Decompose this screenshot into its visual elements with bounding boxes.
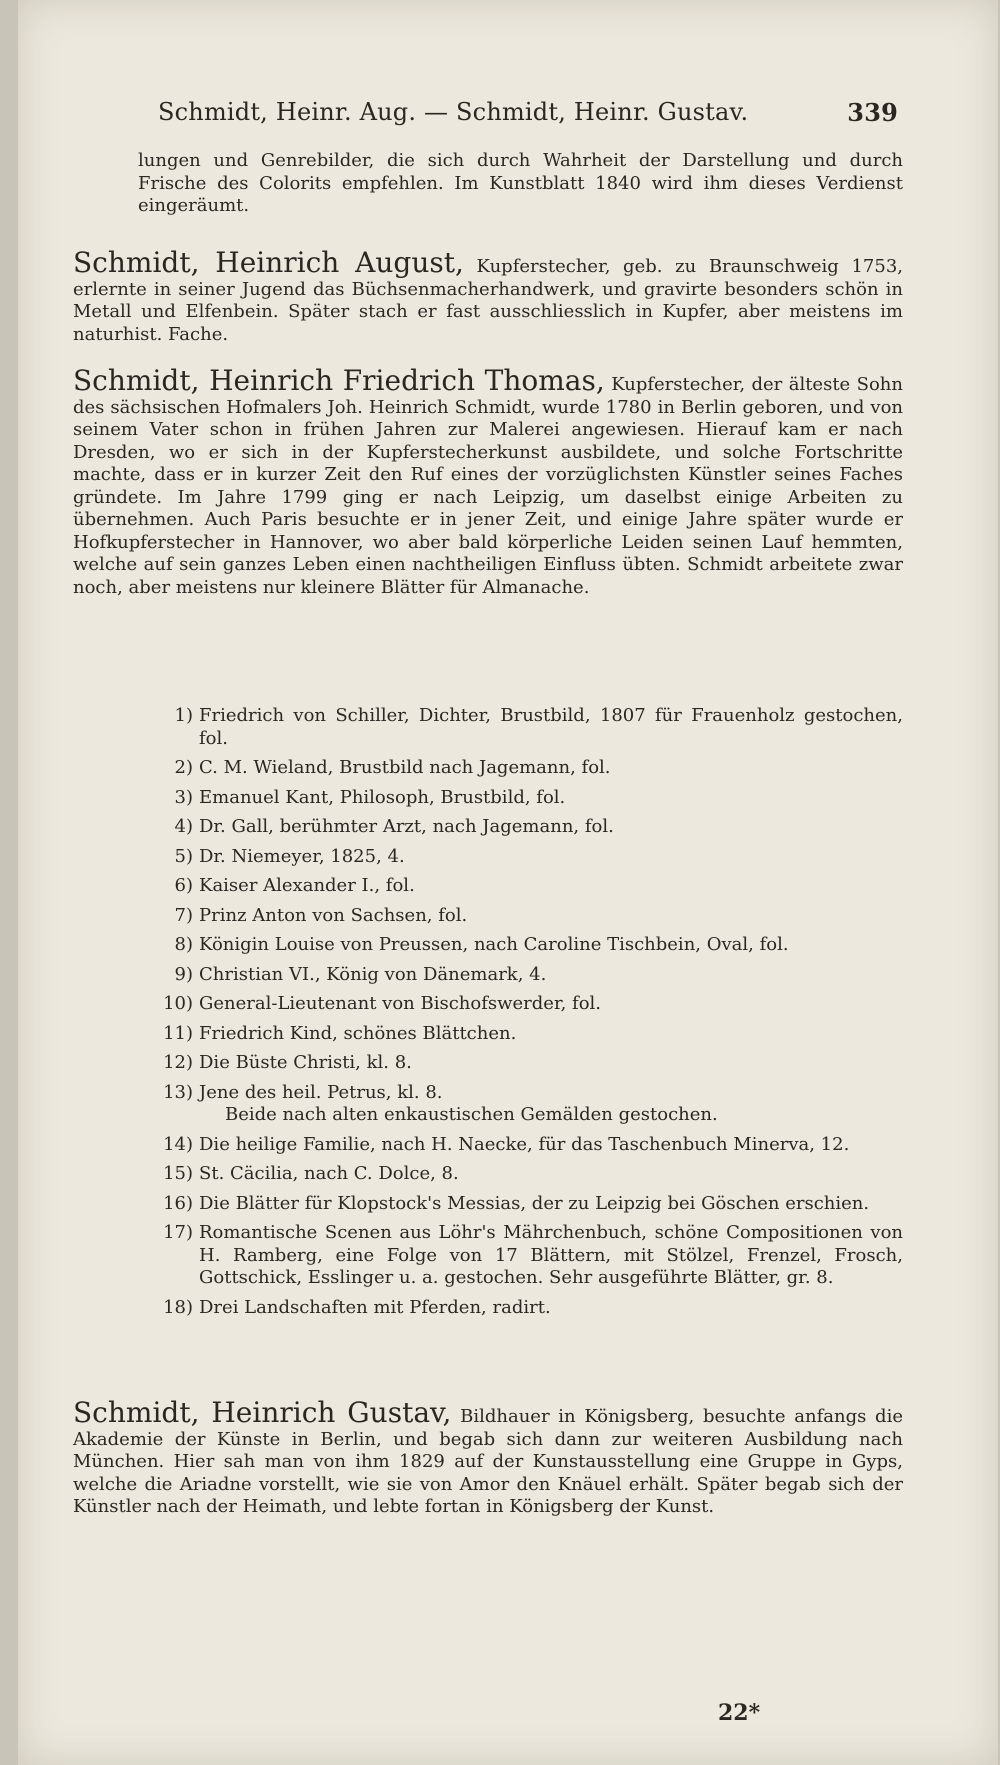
running-title: Schmidt, Heinr. Aug. — Schmidt, Heinr. Gustav. [158, 98, 749, 126]
list-item [163, 1222, 903, 1290]
running-header [158, 98, 898, 126]
item-text: Die Büste Christi, kl. 8. [199, 1052, 412, 1073]
item-number: 13) [163, 1081, 193, 1103]
list-item [163, 993, 903, 1016]
item-text: Jene des heil. Petrus, kl. 8. [199, 1081, 443, 1103]
list-item [163, 705, 903, 750]
entry-text: Kupferstecher, geb. zu Braunschweig 1753, erlernte in seiner Jugend das Büchsenmacherhandwerk, und gravirte besonders schön in Metall und Elfenbein. Später stach er fast ausschliesslich in Kupfer, aber meistens im naturhist. Fache. [73, 256, 903, 345]
works-list [163, 705, 903, 1326]
item-number: 2) [174, 757, 193, 778]
list-item [163, 934, 903, 957]
list-item [163, 1134, 903, 1157]
item-number: 17) [163, 1222, 193, 1243]
list-item [163, 964, 903, 987]
list-item [163, 757, 903, 780]
entry-headword: Schmidt, Heinrich August, [73, 246, 464, 279]
list-item [163, 1193, 903, 1216]
entry-text: Kupferstecher, der älteste Sohn des sächsischen Hofmalers Joh. Heinrich Schmidt, wurde 1780 in Berlin geboren, und von seinem Vater schon in frühen Jahren zur Malerei angewiesen. Hierauf kam er nach Dresden, wo er sich in der Kupferstecherkunst ausbildete, und solche Fortschritte machte, dass er in kurzer Zeit den Ruf eines der vorzüglichsten Künstler seines Faches gründete. Im Jahre 1799 ging er nach Leipzig, um daselbst einige Arbeiten zu übernehmen. Auch Paris besuchte er in jener Zeit, und einige Jahre später wurde er Hofkupferstecher in Hannover, wo aber bald körperliche Leiden seinen Lauf hemmten, welche auf sein ganzes Leben einen nachtheiligen Einfluss übten. Schmidt arbeitete zwar noch, aber meistens nur kleinere Blätter für Almanache. [73, 374, 903, 598]
list-item [163, 1082, 903, 1127]
item-text: Friedrich Kind, schönes Blättchen. [199, 1022, 517, 1044]
entry-text: Bildhauer in Königsberg, besuchte anfangs die Akademie der Künste in Berlin, und begab sich dann zur weiteren Ausbildung nach München. Hier sah man von ihm 1829 auf der Kunstausstellung eine Gruppe in Gyps, welche die Ariadne vorstellt, wie sie von Amor den Knäuel erhält. Später begab sich der Künstler nach der Heimath, und lebte fortan in Königsberg der Kunst. [73, 1406, 903, 1517]
item-number: 16) [163, 1192, 193, 1214]
item-text: Dr. Gall, berühmter Arzt, nach Jagemann, fol. [199, 816, 614, 837]
list-item [163, 846, 903, 869]
item-text: Drei Landschaften mit Pferden, radirt. [199, 1296, 551, 1318]
item-text: Die Blätter für Klopstock's Messias, der zu Leipzig bei Göschen erschien. [199, 1192, 870, 1214]
item-number: 6) [174, 875, 193, 896]
item-number: 8) [174, 934, 193, 955]
item-text: General-Lieutenant von Bischofswerder, fol. [199, 993, 602, 1014]
page-number: 339 [847, 98, 898, 127]
item-number: 14) [163, 1133, 193, 1155]
item-number: 10) [163, 993, 193, 1014]
list-item [163, 1163, 903, 1186]
item-text: Die heilige Familie, nach H. Naecke, für das Taschenbuch Minerva, 12. [199, 1133, 850, 1155]
item-text: St. Cäcilia, nach C. Dolce, 8. [199, 1163, 459, 1184]
item-number: 9) [174, 963, 193, 985]
list-item [163, 905, 903, 928]
list-item [163, 1297, 903, 1320]
entry-headword: Schmidt, Heinrich Friedrich Thomas, [73, 364, 605, 397]
list-item [163, 787, 903, 810]
list-item [163, 1023, 903, 1046]
item-number: 12) [163, 1052, 193, 1073]
item-text: Romantische Scenen aus Löhr's Mährchenbuch, schöne Compositionen von H. Ramberg, eine Folge von 17 Blättern, mit Stölzel, Frenzel, Frosch, Gottschick, Esslinger u. a. gestochen. Sehr ausgeführte Blätter, gr. 8. [199, 1222, 903, 1288]
item-text: Dr. Niemeyer, 1825, 4. [199, 845, 405, 867]
list-item [163, 1052, 903, 1075]
book-page [18, 0, 998, 1765]
entry-heinrich-gustav [73, 1396, 903, 1519]
list-item [163, 875, 903, 898]
item-number: 7) [174, 904, 193, 926]
item-text: Prinz Anton von Sachsen, fol. [199, 904, 468, 926]
item-number: 5) [174, 845, 193, 867]
list-item [163, 816, 903, 839]
continuation-text: lungen und Genrebilder, die sich durch Wahrheit der Darstellung und durch Frische des Colorits empfehlen. Im Kunstblatt 1840 wird ihm dieses Verdienst eingeräumt. [138, 150, 903, 216]
item-number: 4) [174, 816, 193, 837]
item-text: Königin Louise von Preussen, nach Caroline Tischbein, Oval, fol. [199, 934, 789, 955]
item-text: Christian VI., König von Dänemark, 4. [199, 963, 547, 985]
item-text: C. M. Wieland, Brustbild nach Jagemann, fol. [199, 757, 611, 778]
item-number: 11) [163, 1022, 193, 1044]
entry-heinrich-friedrich-thomas [73, 364, 903, 599]
item-text: Emanuel Kant, Philosoph, Brustbild, fol. [199, 786, 566, 808]
item-text: Friedrich von Schiller, Dichter, Brustbild, 1807 für Frauenholz gestochen, fol. [199, 705, 903, 749]
signature-mark: 22* [718, 1700, 761, 1726]
item-number: 3) [174, 786, 193, 808]
item-number: 1) [174, 705, 193, 726]
continuation-paragraph [138, 150, 903, 218]
entry-headword: Schmidt, Heinrich Gustav, [73, 1396, 452, 1429]
entry-heinrich-august [73, 246, 903, 346]
item-text: Kaiser Alexander I., fol. [199, 875, 415, 896]
item-number: 15) [163, 1163, 193, 1184]
item-number: 18) [163, 1296, 193, 1318]
item-note: Beide nach alten enkaustischen Gemälden gestochen. [225, 1104, 718, 1125]
